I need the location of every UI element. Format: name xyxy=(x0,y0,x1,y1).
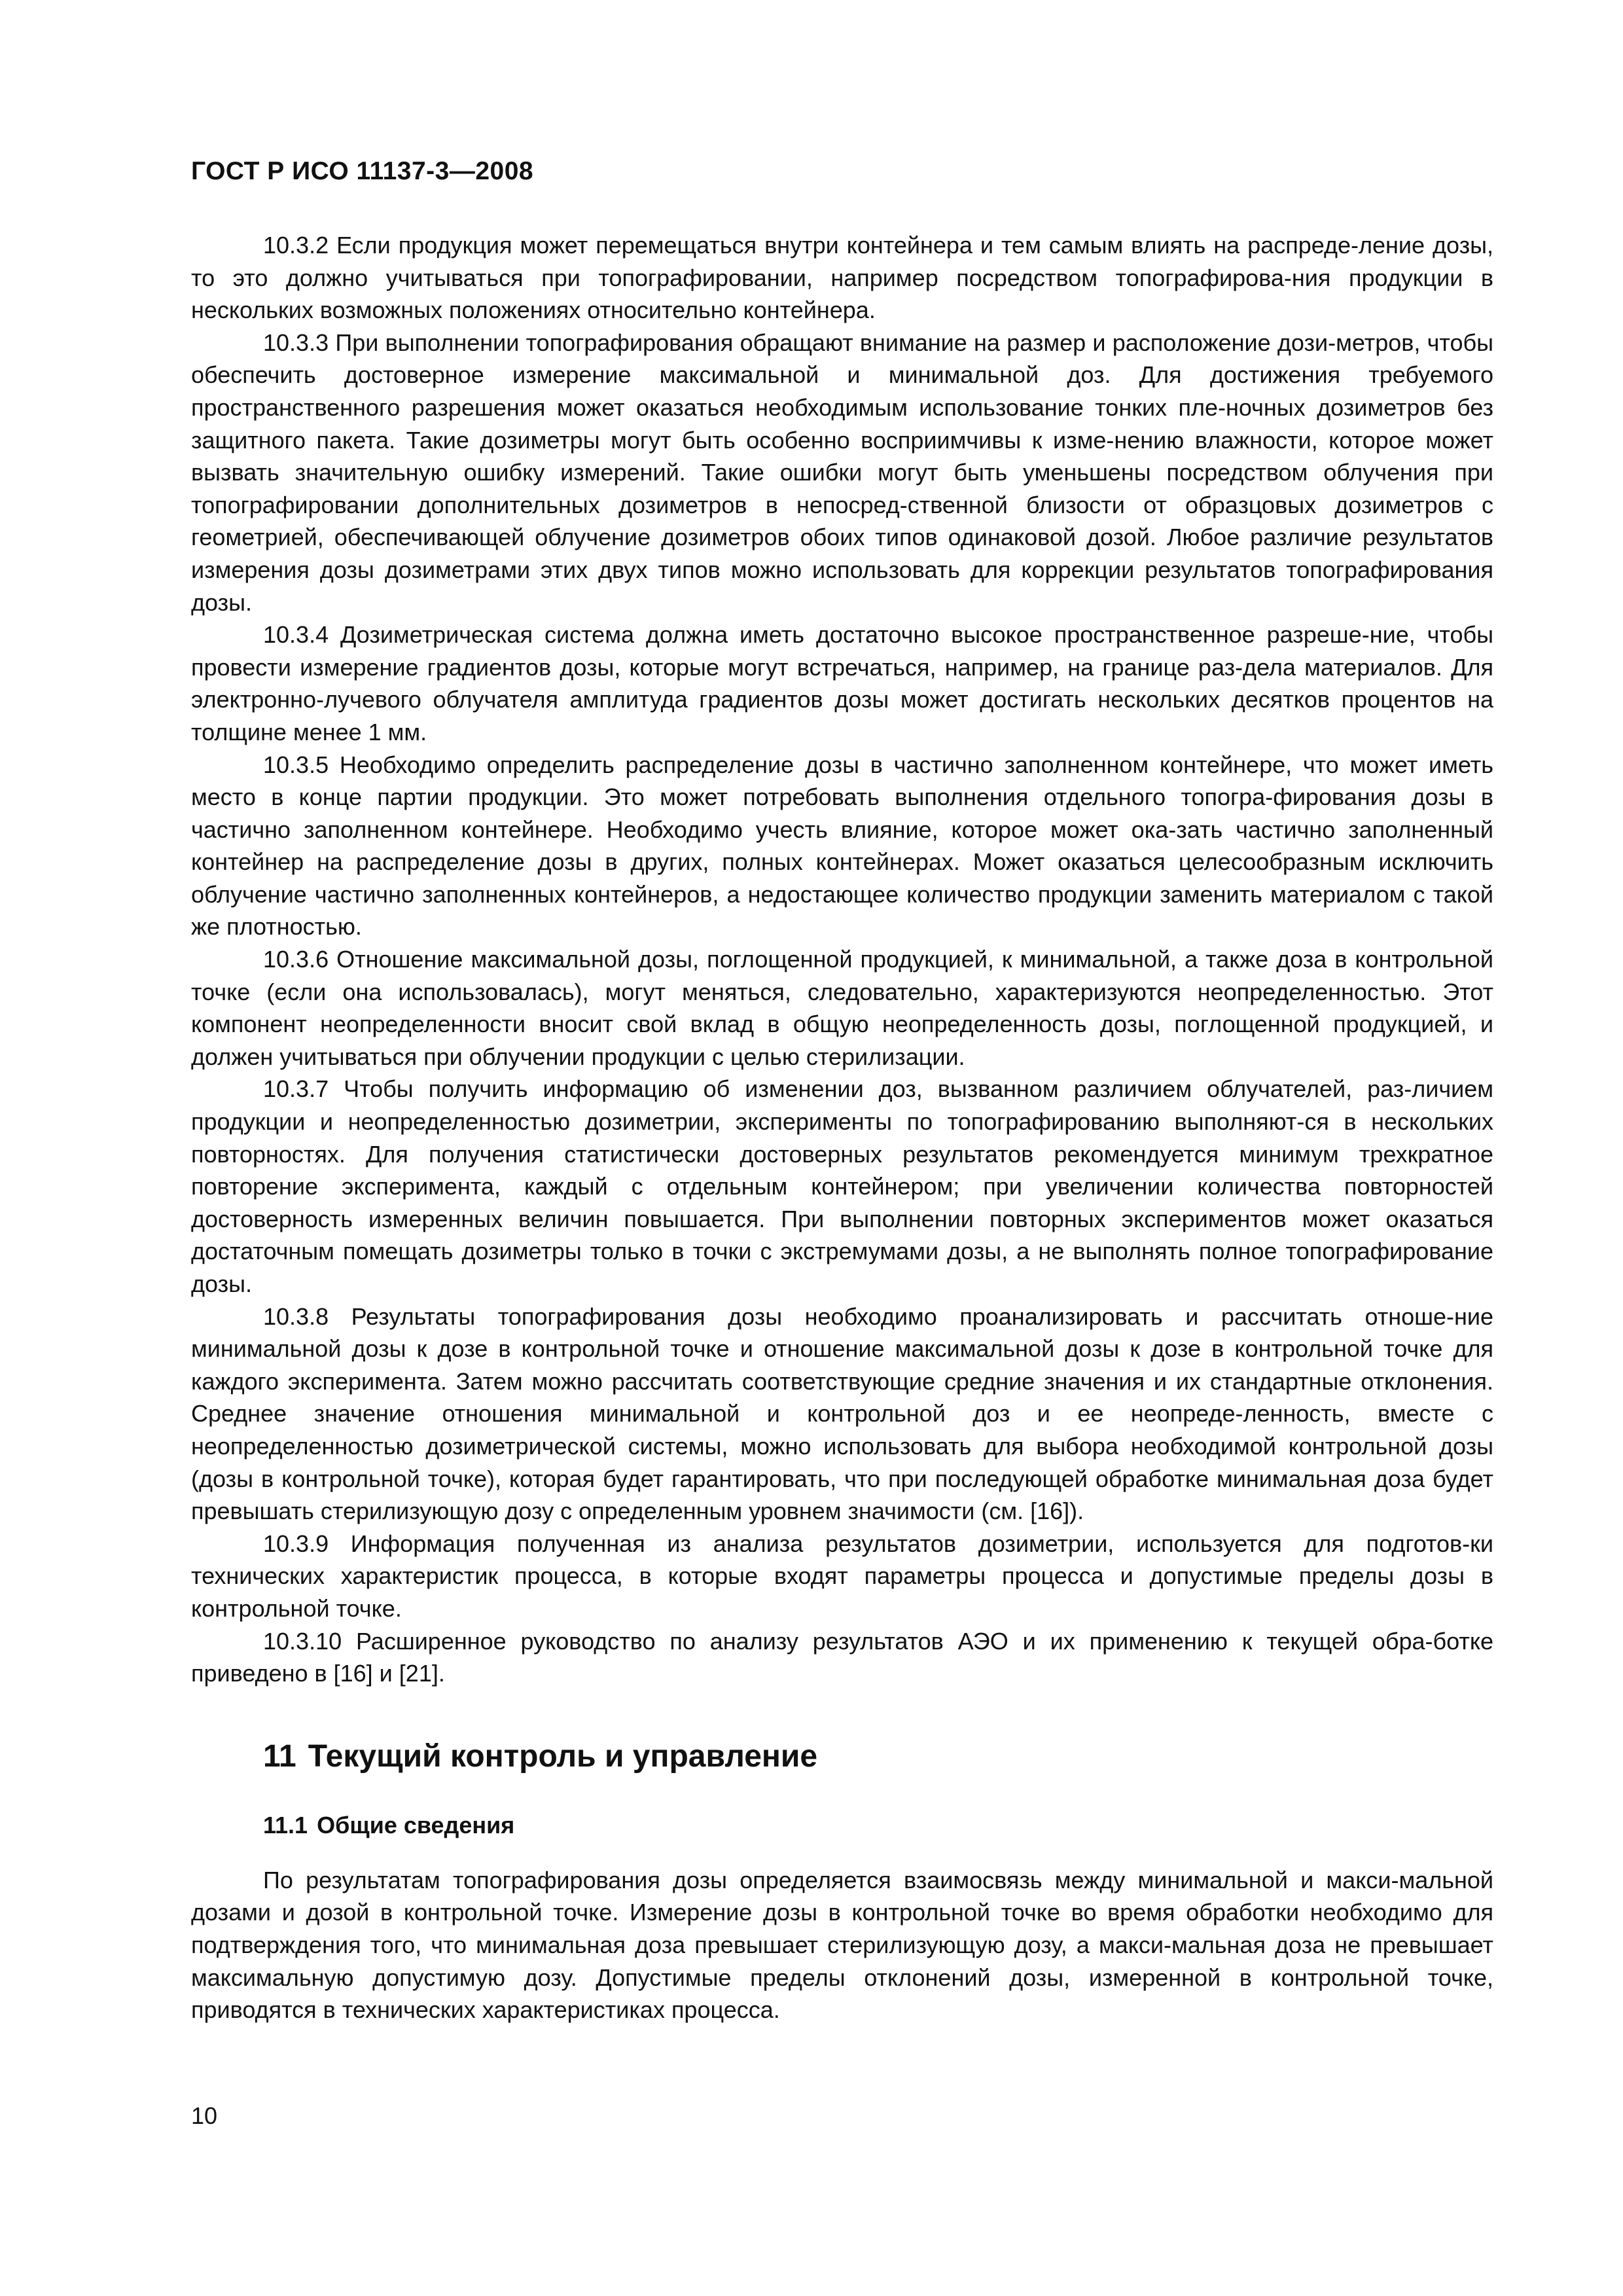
paragraph-10-3-2: 10.3.2 Если продукция может перемещаться внутри контейнера и тем самым влиять на распреде-ление дозы, то это должно учитываться при топографировании, например посредством топографирова-ния продукции в нескольких возможных положениях относительно контейнера. xyxy=(191,232,1493,324)
section-number: 11 xyxy=(263,1738,296,1774)
subsection-title xyxy=(191,1809,1493,1842)
section-title xyxy=(191,1737,1493,1776)
paragraph-10-3-3: 10.3.3 При выполнении топографирования обращают внимание на размер и расположение дози-метров, чтобы обеспечить достоверное измерение максимальной и минимальной доз. Для достижения требуемого пространственного разрешения может оказаться необходимым использование тонких пле-ночных дозиметров без защитного пакета. Такие дозиметры могут быть особенно восприимчивы к изме-нению влажности, которое может вызвать значительную ошибку измерений. Такие ошибки могут быть уменьшены посредством облучения при топографировании дополнительных дозиметров в непосред-ственной близости от образцовых дозиметров с геометрией, обеспечивающей облучение дозиметров обоих типов одинаковой дозой. Любое различие результатов измерения дозы дозиметрами этих двух типов можно использовать для коррекции результатов топографирования дозы. xyxy=(191,329,1493,616)
subsection-number: 11.1 xyxy=(263,1811,308,1839)
section-heading-text: Текущий контроль и управление xyxy=(308,1738,818,1774)
standard-header: ГОСТ Р ИСО 11137-3—2008 xyxy=(191,157,534,185)
paragraph-11-1: По результатам топографирования дозы определяется взаимосвязь между минимальной и макси-мальной дозами и дозой в контрольной точке. Измерение дозы в контрольной точке во время обработки необходимо для подтверждения того, что минимальная доза превышает стерилизующую дозу, а макси-мальная доза не превышает максимальную допустимую дозу. Допустимые пределы отклонений дозы, измеренной в контрольной точке, приводятся в технических характеристиках процесса. xyxy=(191,1866,1493,2024)
paragraph-10-3-4: 10.3.4 Дозиметрическая система должна иметь достаточно высокое пространственное разреше-ние, чтобы провести измерение градиентов дозы, которые могут встречаться, например, на границе раз-дела материалов. Для электронно-лучевого облучателя амплитуда градиентов дозы может достигать нескольких десятков процентов на толщине менее 1 мм. xyxy=(191,621,1493,745)
paragraph-10-3-7: 10.3.7 Чтобы получить информацию об изменении доз, вызванном различием облучателей, раз-личием продукции и неопределенностью дозиметрии, эксперименты по топографированию выполняют-ся в нескольких повторностях. Для получения статистически достоверных результатов рекомендуется минимум трехкратное повторение эксперимента, каждый с отдельным контейнером; при увеличении количества повторностей достоверность измеренных величин повышается. При выполнении повторных экспериментов может оказаться достаточным помещать дозиметры только в точки с экстремумами дозы, а не выполнять полное топографирование дозы. xyxy=(191,1075,1493,1297)
paragraph-10-3-10: 10.3.10 Расширенное руководство по анализу результатов АЭО и их применению к текущей обра-ботке приведено в [16] и [21]. xyxy=(191,1627,1493,1687)
paragraph-10-3-9: 10.3.9 Информация полученная из анализа результатов дозиметрии, используется для подготов-ки технических характеристик процесса, в которые входят параметры процесса и допустимые пределы дозы в контрольной точке. xyxy=(191,1530,1493,1622)
page-number: 10 xyxy=(191,2102,218,2129)
paragraph-10-3-8: 10.3.8 Результаты топографирования дозы необходимо проанализировать и рассчитать отноше-ние минимальной дозы к дозе в контрольной точке и отношение максимальной дозы к дозе в контрольной точке для каждого эксперимента. Затем можно рассчитать соответствующие средние значения и их стандартные отклонения. Среднее значение отношения минимальной и контрольной доз и ее неопреде-ленность, вместе с неопределенностью дозиметрической системы, можно использовать для выбора необходимой контрольной дозы (дозы в контрольной точке), которая будет гарантировать, что при последующей обработке минимальная доза будет превышать стерилизующую дозу с определенным уровнем значимости (см. [16]). xyxy=(191,1302,1493,1525)
paragraph-10-3-6: 10.3.6 Отношение максимальной дозы, поглощенной продукцией, к минимальной, а также доза в контрольной точке (если она использовалась), могут меняться, следовательно, характеризуются неопределенностью. Этот компонент неопределенности вносит свой вклад в общую неопределенность дозы, поглощенной продукцией, и должен учитываться при облучении продукции с целью стерилизации. xyxy=(191,946,1493,1070)
body-text xyxy=(191,229,1493,2026)
subsection-heading-text: Общие сведения xyxy=(317,1811,515,1839)
paragraph-10-3-5: 10.3.5 Необходимо определить распределение дозы в частично заполненном контейнере, что может иметь место в конце партии продукции. Это может потребовать выполнения отдельного топогра-фирования дозы в частично заполненном контейнере. Необходимо учесть влияние, которое может ока-зать частично заполненный контейнер на распределение дозы в других, полных контейнерах. Может оказаться целесообразным исключить облучение частично заполненных контейнеров, а недостающее количество продукции заменить материалом с такой же плотностью. xyxy=(191,751,1493,941)
